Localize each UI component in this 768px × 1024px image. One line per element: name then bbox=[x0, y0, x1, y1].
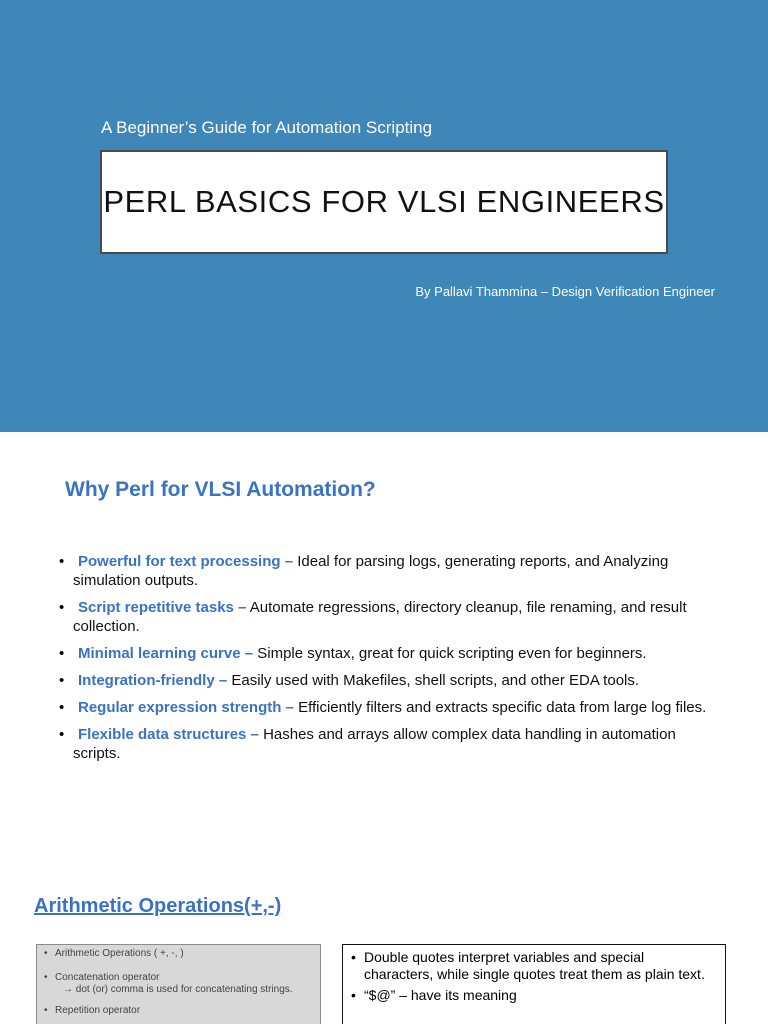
reason-description: Efficiently filters and extracts specific data from large log files. bbox=[293, 699, 707, 716]
note-item: • “$@” – have its meaning bbox=[351, 987, 717, 1004]
operator-item: • Repetition operator bbox=[43, 1005, 314, 1017]
reason-item bbox=[56, 698, 716, 717]
quotes-notes-panel bbox=[342, 944, 726, 1024]
slide-subtitle: A Beginner’s Guide for Automation Scripting bbox=[101, 118, 433, 137]
operator-item bbox=[43, 972, 314, 996]
reason-item bbox=[56, 671, 716, 690]
reason-item bbox=[56, 598, 716, 636]
reason-description: Easily used with Makefiles, shell scripts, and other EDA tools. bbox=[227, 672, 640, 689]
reason-term: Integration-friendly – bbox=[78, 672, 228, 689]
reason-item bbox=[56, 552, 716, 590]
reason-term: Flexible data structures – bbox=[78, 726, 259, 743]
title-box bbox=[100, 150, 668, 254]
operator-item: • Arithmetic Operations ( +, -, ) bbox=[43, 948, 314, 960]
reason-description: Automate regressions, directory cleanup, file renaming, and result collection. bbox=[73, 599, 687, 635]
arithmetic-heading: Arithmetic Operations(+,-) bbox=[34, 895, 282, 917]
reason-description: Hashes and arrays allow complex data handling in automation scripts. bbox=[73, 726, 676, 762]
reason-term: Script repetitive tasks – bbox=[78, 599, 247, 616]
operator-label: Concatenation operator bbox=[55, 972, 160, 983]
reason-item bbox=[56, 644, 716, 663]
reason-term: Minimal learning curve – bbox=[78, 645, 254, 662]
reason-term: Powerful for text processing – bbox=[78, 553, 294, 570]
reason-description: Ideal for parsing logs, generating reports, and Analyzing simulation outputs. bbox=[73, 553, 669, 589]
note-item: • Double quotes interpret variables and special characters, while single quotes treat them as plain text. bbox=[351, 949, 717, 983]
operators-screenshot-panel bbox=[36, 944, 321, 1024]
title-slide bbox=[0, 0, 768, 432]
reasons-list bbox=[56, 552, 716, 771]
author-byline: By Pallavi Thammina – Design Verification Engineer bbox=[415, 284, 715, 299]
reason-term: Regular expression strength – bbox=[78, 699, 294, 716]
why-perl-heading: Why Perl for VLSI Automation? bbox=[65, 478, 376, 501]
slide-title: PERL BASICS FOR VLSI ENGINEERS bbox=[103, 184, 665, 219]
reason-description: Simple syntax, great for quick scripting even for beginners. bbox=[253, 645, 647, 662]
operator-sub-note: → dot (or) comma is used for concatenating strings. bbox=[63, 984, 293, 995]
reason-item bbox=[56, 725, 716, 763]
